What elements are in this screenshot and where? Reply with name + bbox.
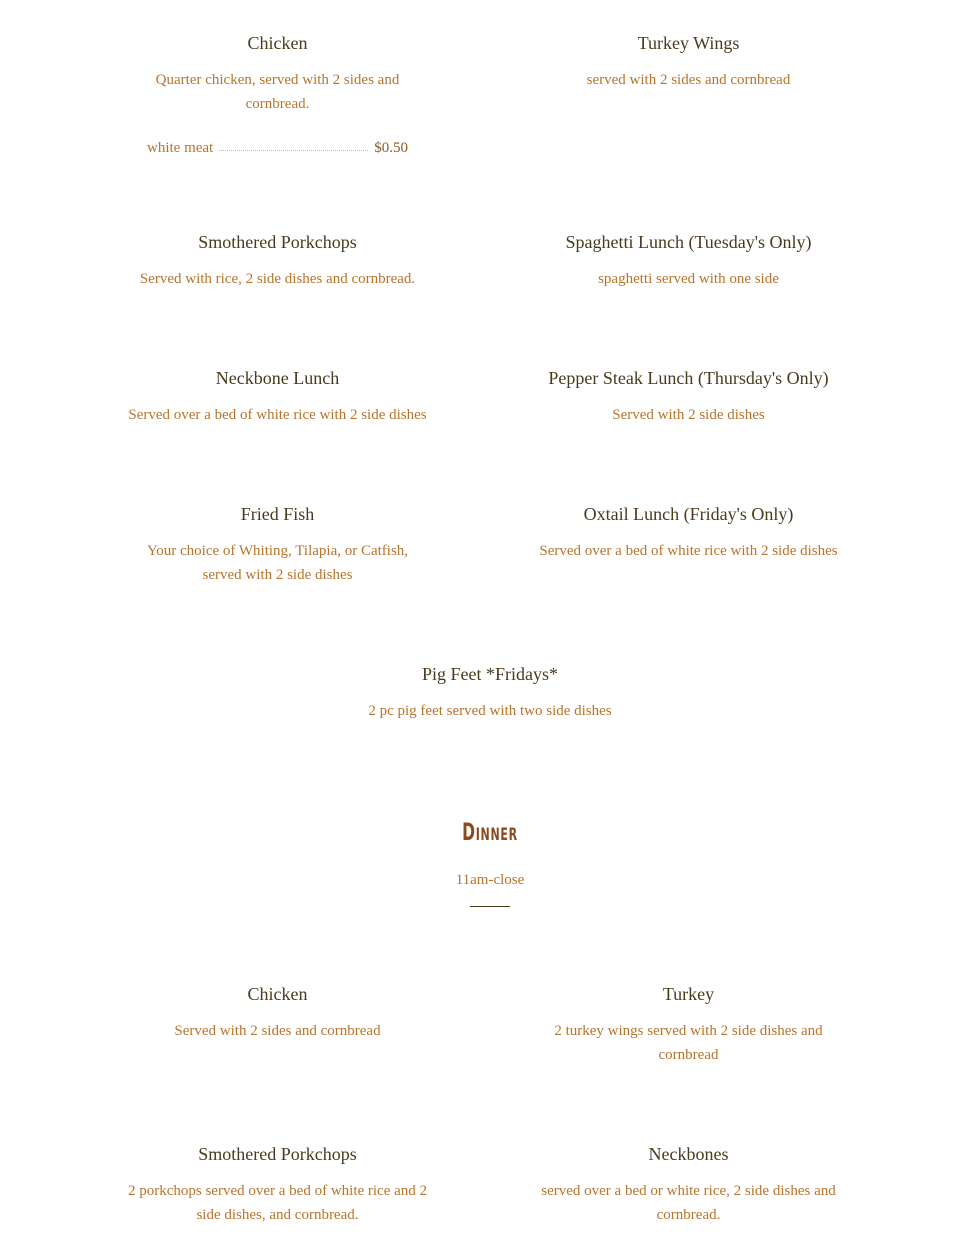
price-leader-dots (219, 140, 368, 151)
menu-item-description: served over a bed or white rice, 2 side dishes and cornbread. (541, 1183, 836, 1223)
menu-item-title: Spaghetti Lunch (Tuesday's Only) (565, 232, 812, 252)
menu-item-description: 2 pc pig feet served with two side dishes (368, 703, 612, 719)
menu-item-fried-fish (127, 502, 428, 587)
menu-item-dinner-smothered-porkchops (127, 1142, 428, 1227)
menu-item-description: Your choice of Whiting, Tilapia, or Catfish, served with 2 side dishes (146, 543, 409, 583)
menu-item-dinner-neckbones (538, 1142, 839, 1227)
menu-item-title: Pepper Steak Lunch (Thursday's Only) (548, 368, 829, 388)
menu-item-title: Chicken (247, 984, 308, 1004)
menu-item-title: Smothered Porkchops (198, 1144, 357, 1164)
menu-item-spaghetti-lunch (538, 230, 839, 291)
menu-item-description: spaghetti served with one side (598, 271, 779, 287)
section-hours: 11am-close (455, 872, 525, 888)
menu-item-title: Chicken (247, 33, 308, 53)
menu-item-title: Turkey Wings (637, 33, 740, 53)
menu-item-dinner-turkey (538, 982, 839, 1067)
menu-item-smothered-porkchops (127, 230, 428, 291)
menu-item-description: Served with rice, 2 side dishes and cornbread. (139, 271, 416, 287)
menu-item-neckbone-lunch (127, 366, 428, 427)
menu-item-title: Fried Fish (240, 504, 315, 524)
section-heading-dinner: Dinner (462, 818, 518, 846)
menu-item-pepper-steak-lunch (538, 366, 839, 427)
menu-item-title: Smothered Porkchops (198, 232, 357, 252)
menu-item-description: Served with 2 side dishes (612, 407, 765, 423)
menu-item-title: Neckbones (648, 1144, 729, 1164)
menu-item-title: Pig Feet *Fridays* (421, 664, 558, 684)
section-divider (470, 906, 510, 907)
menu-item-description: served with 2 sides and cornbread (586, 72, 791, 88)
menu-item-description: Served over a bed of white rice with 2 side dishes (539, 543, 838, 559)
menu-item-description: 2 porkchops served over a bed of white rice and 2 side dishes, and cornbread. (127, 1183, 428, 1223)
menu-item-description: 2 turkey wings served with 2 side dishes and cornbread (554, 1023, 823, 1063)
menu-item-oxtail-lunch (538, 502, 839, 563)
price-option-label: white meat (147, 140, 214, 156)
price-option-row (147, 140, 408, 157)
menu-item-title: Oxtail Lunch (Friday's Only) (583, 504, 794, 524)
menu-item-dinner-chicken (127, 982, 428, 1043)
menu-item-pig-feet (340, 662, 640, 723)
menu-item-chicken (127, 31, 428, 116)
menu-item-title: Neckbone Lunch (215, 368, 340, 388)
menu-item-description: Served over a bed of white rice with 2 side dishes (128, 407, 427, 423)
price-option-value: $0.50 (374, 140, 408, 156)
menu-item-description: Served with 2 sides and cornbread (174, 1023, 381, 1039)
menu-item-title: Turkey (662, 984, 715, 1004)
menu-item-turkey-wings (538, 31, 839, 92)
menu-item-description: Quarter chicken, served with 2 sides and cornbread. (155, 72, 400, 112)
